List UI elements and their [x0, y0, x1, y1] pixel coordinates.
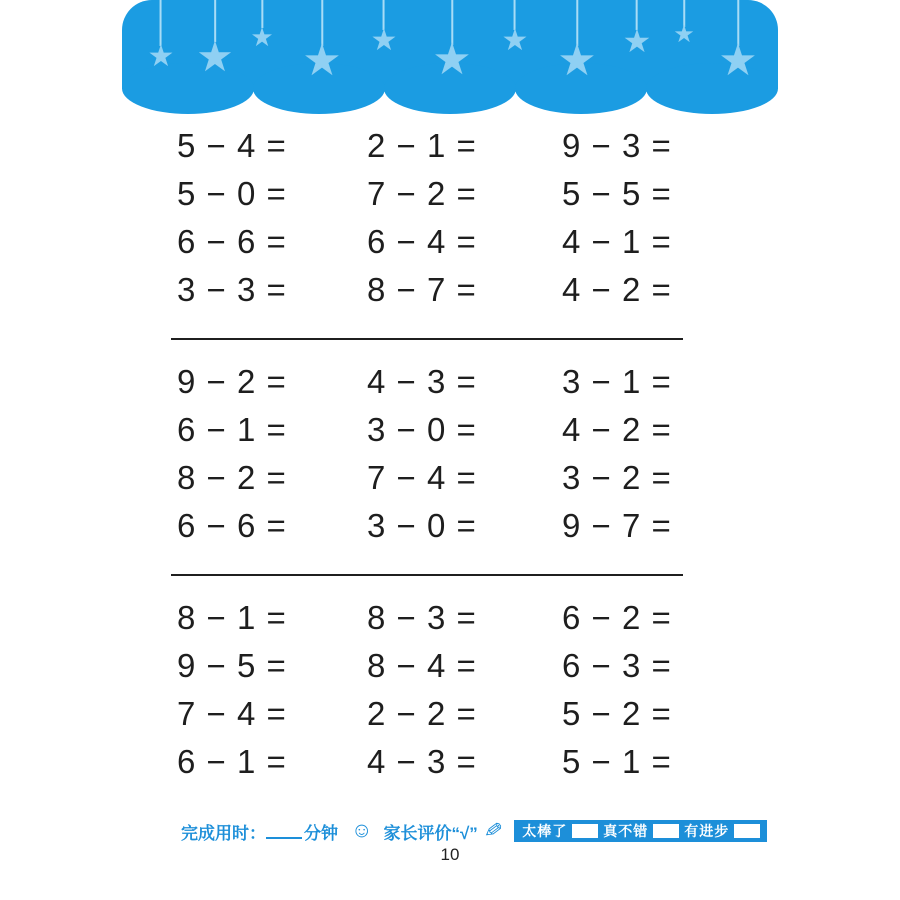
subtraction-problem: 3 − 0 = [367, 507, 477, 544]
subtraction-problem: 2 − 2 = [367, 695, 477, 732]
time-blank-line [266, 824, 302, 839]
problem-row [125, 218, 775, 266]
subtraction-problem: 5 − 5 = [562, 175, 672, 212]
problem-row [125, 502, 775, 550]
star-icon: ★ [250, 22, 274, 53]
star-icon: ★ [718, 36, 758, 86]
subtraction-problem: 3 − 2 = [562, 459, 672, 496]
subtraction-problem: 6 − 6 = [177, 507, 287, 544]
subtraction-problem: 8 − 3 = [367, 599, 477, 636]
subtraction-problem: 7 − 2 = [367, 175, 477, 212]
subtraction-problem: 6 − 6 = [177, 223, 287, 260]
time-label: 完成用时： [181, 823, 266, 843]
star-unit [148, 0, 175, 72]
subtraction-problem: 2 − 1 = [367, 127, 477, 164]
subtraction-problem: 3 − 1 = [562, 363, 672, 400]
section-divider [171, 574, 683, 576]
rating-label: 真不错 [603, 823, 649, 839]
rating-checkbox [734, 824, 760, 838]
pencil-icon: ✎ [482, 816, 504, 845]
subtraction-problem: 9 − 2 = [177, 363, 287, 400]
star-unit [718, 0, 758, 86]
star-icon: ★ [557, 36, 597, 86]
subtraction-problem: 4 − 2 = [562, 271, 672, 308]
star-unit [557, 0, 597, 86]
problem-row [125, 358, 775, 406]
star-icon: ★ [501, 23, 529, 57]
star-unit [502, 0, 529, 56]
subtraction-problem: 6 − 1 = [177, 411, 287, 448]
subtraction-problem: 8 − 7 = [367, 271, 477, 308]
section-divider [171, 338, 683, 340]
subtraction-problem: 7 − 4 = [177, 695, 287, 732]
rating-label: 太棒了 [522, 823, 568, 839]
header-curtain [122, 0, 778, 89]
subtraction-problem: 9 − 3 = [562, 127, 672, 164]
subtraction-problem: 7 − 4 = [367, 459, 477, 496]
subtraction-problem: 8 − 2 = [177, 459, 287, 496]
problem-row [125, 170, 775, 218]
star-icon: ★ [147, 39, 175, 73]
star-icon: ★ [622, 23, 652, 60]
subtraction-problem: 8 − 1 = [177, 599, 287, 636]
subtraction-problem: 9 − 7 = [562, 507, 672, 544]
star-icon: ★ [370, 23, 398, 57]
subtraction-problem: 3 − 0 = [367, 411, 477, 448]
subtraction-problem: 8 − 4 = [367, 647, 477, 684]
time-unit-label: 分钟 [304, 823, 338, 843]
star-decorations [122, 0, 778, 89]
subtraction-problem: 4 − 3 = [367, 743, 477, 780]
parent-evaluation-label: 家长评价“√” [383, 823, 478, 843]
subtraction-problem: 6 − 2 = [562, 599, 672, 636]
problem-row [125, 594, 775, 642]
subtraction-problem: 4 − 1 = [562, 223, 672, 260]
problem-row [125, 690, 775, 738]
rating-checkbox [572, 824, 598, 838]
star-icon: ★ [196, 32, 234, 80]
star-unit [196, 0, 234, 78]
problem-row [125, 406, 775, 454]
problem-row [125, 454, 775, 502]
problem-row [125, 738, 775, 786]
star-unit [622, 0, 652, 60]
star-unit [432, 0, 472, 85]
subtraction-problem: 5 − 2 = [562, 695, 672, 732]
subtraction-problem: 6 − 3 = [562, 647, 672, 684]
subtraction-problem: 5 − 0 = [177, 175, 287, 212]
star-unit [673, 0, 695, 47]
smiley-icon: ☺ [351, 819, 373, 842]
problem-section [125, 354, 775, 550]
star-unit [302, 0, 342, 86]
footer [125, 817, 775, 845]
star-icon: ★ [302, 36, 342, 86]
subtraction-problem: 5 − 1 = [562, 743, 672, 780]
subtraction-problem: 4 − 3 = [367, 363, 477, 400]
star-unit [371, 0, 398, 56]
problems-area [125, 118, 775, 786]
subtraction-problem: 5 − 4 = [177, 127, 287, 164]
subtraction-problem: 4 − 2 = [562, 411, 672, 448]
star-icon: ★ [673, 21, 695, 49]
rating-checkbox [653, 824, 679, 838]
page-number: 10 [440, 845, 460, 864]
problem-row [125, 642, 775, 690]
subtraction-problem: 6 − 1 = [177, 743, 287, 780]
problem-section [125, 118, 775, 314]
subtraction-problem: 3 − 3 = [177, 271, 287, 308]
problem-row [125, 266, 775, 314]
problem-row [125, 122, 775, 170]
subtraction-problem: 9 − 5 = [177, 647, 287, 684]
subtraction-problem: 6 − 4 = [367, 223, 477, 260]
problem-section [125, 590, 775, 786]
star-icon: ★ [432, 35, 472, 85]
rating-bar [514, 820, 767, 842]
star-unit [250, 0, 274, 53]
rating-label: 有进步 [684, 823, 730, 839]
